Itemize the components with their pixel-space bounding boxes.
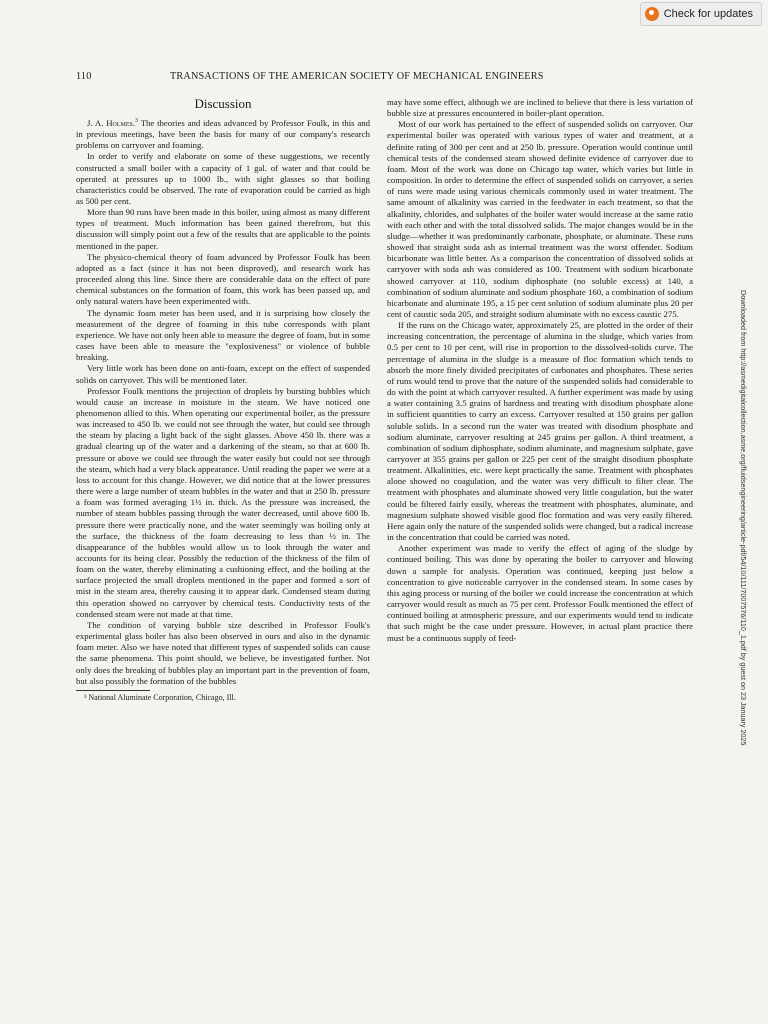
update-icon	[645, 7, 659, 21]
paragraph: If the runs on the Chicago water, approximately 25, are plotted in the order of their increasing concentration, the percentage of alumina in the sludge, which varies from 0.5 per cent to 10 per cent, will rise in proportion to the dissolved-solids curve. The percentage of alumina in the sludge is a measure of floc formation which tends to absorb the more finely divided precipitates of carbonates and phosphates. These series of runs would tend to prove that the nature of the suspended solids had considerable to do with the point at which carryover resulted. A further experiment was made by using a water containing 3.5 grains of hardness and treating with disodium phosphate alone in sufficient quantities to carry an excess. Carryover resulted at 150 grains per gallon soluble solids. In a second run the water was treated with disodium phosphate and sodium aluminate, carryover resulting at 245 grains per gallon. A third treatment, a combination of sodium diphosphate, sodium aluminate, and magnesium sulphate, gave carryover at 355 grains per gallon or 225 per cent of the straight disodium phosphate treatment. Alkalinities, etc. were kept practically the same. Treatment with phosphates alone showed no coagulation, and the water was very difficult to filter clear. The treatment with phosphates and aluminate showed very little coagulation, but the water could be filtered fairly easily, whereas the treatment with phosphates, aluminate, and magnesium sulphate showed visible good floc formation and was very easily filtered. Here again only the nature of the suspended solids were changed, but a radical increase in the concentration that could be carried was noted.	[387, 320, 693, 543]
paragraph: Professor Foulk mentions the projection of droplets by bursting bubbles which would cause an increase in moisture in the steam. We have noticed one phenomenon allied to this. When operating our experimental boiler, as the pressure was increased to 450 lb. we could not see through the water, but could see through the steam by placing a light back of the sight glasses. Above 450 lb. there was a gradual clearing up of the water and a darkening of the steam, so that at 600 lb. pressure or above we could see through the water easily but could not see through the steam, which had a very black appearance. Until reading the paper we were at a loss to account for this change. However, we did notice that at the lower pressures there were a large number of steam bubbles in the water and that at 250 lb. pressure a foam was formed averaging 1½ in. thick. As the pressure was increased, the number of steam bubbles passing through the water decreased, until above 600 lb. pressure there were practically none, and the water seemingly was boiling only at the surface, the thickness of the foam decreasing to less than ½ in. The disappearance of the bubbles would allow us to look through the water and accounts for its being clear. Possibly the reduction of the thickness of the film of foam on the water, thereby eliminating a cushioning effect, and the boiling at the surface projected the small droplets mentioned in the paper and formed a sort of mist in the steam area, thereby causing it to appear dark. Condensed steam during this operation showed no carryover by chemical tests. Conductivity tests of the condensed steam were not made at that time.	[76, 385, 370, 619]
section-title: Discussion	[194, 96, 252, 111]
check-for-updates-label: Check for updates	[663, 8, 753, 20]
paragraph: Another experiment was made to verify the effect of aging of the sludge by continued boiling. This was done by operating the boiler to carryover and blowing down a sample for analysis. Operation was continued, keeping just below a concentration to give noticeable carryover in the condensed steam. In some cases by this aging process or nursing of the boiler we could increase the concentration at which carryover would result as much as 75 per cent. Professor Foulk mentioned the effect of continued boiling at atmospheric pressure, and our experiments would tend to indicate that such might be the case under pressure. However, in actual plant practice there must be a continuous supply of feed-	[387, 543, 693, 643]
paragraph: The dynamic foam meter has been used, and it is surprising how closely the measurement of the degree of foaming in this tube corresponds with plant experience. We have not only been able to measure the degree of foam, but in some cases have been able to measure the "explosiveness" or violence of bubble breaking.	[76, 307, 370, 363]
right-column	[387, 97, 693, 644]
paragraph-text: The theories and ideas advanced by Professor Foulk, in this and in previous meetings, have been the basis for many of our company's research problems on carryover and foaming.	[76, 117, 371, 151]
page-number: 110	[76, 71, 92, 82]
paragraph: may have some effect, although we are inclined to believe that there is less variation of bubble size at pressures encountered in boiler-plant operation.	[387, 97, 693, 119]
download-watermark	[738, 290, 750, 760]
page-header	[76, 71, 686, 85]
author-name: J. A. Holmes.	[87, 117, 136, 128]
check-for-updates-badge[interactable]	[640, 2, 762, 26]
paragraph: The physico-chemical theory of foam advanced by Professor Foulk has been adopted as a fact (since it has not been disproved), and research work has proceeded along this line. Since there are considerable data on the effect of pure chemical substances on the formation of foam, this work has been passed up, and only natural waters have been experimented with.	[76, 251, 370, 307]
left-column	[76, 96, 370, 703]
paragraph: Very little work has been done on anti-foam, except on the effect of suspended solids on carryover. This will be mentioned later.	[76, 363, 370, 385]
paragraph: The condition of varying bubble size described in Professor Foulk's experimental glass boiler has also been observed in ours and also in the dynamic foam meter. Also we have noted that different types of suspended solids can cause the same phenomena. This point should, we believe, be investigated further. Not only does the breaking of bubbles play an important part in the prevention of foam, but also possibly the formation of the bubbles	[76, 619, 370, 686]
paragraph: Most of our work has pertained to the effect of suspended solids on carryover. Our experimental boiler was operated with various types of water and treatment, at a definite rating of 300 per cent and at 250 lb. pressure. Operation would continue until chemical tests of the condensed steam showed definite evidence of carryover due to foam. Most of the work was done on Chicago tap water, which varies but little in composition. In order to determine the effect of suspended solids on carryover, a series of runs were made using various chemicals commonly used in water treatment. The same amount of alkalinity was carried in the feedwater in each treatment, so that the alkalinity, chlorides, and sulphates of the boiler water would increase at the same ratio with each other and with the total dissolved solids. The major changes would be in the sludge—whether it was predominantly carbonate, phosphate, or aluminate. These runs showed that straight soda ash as internal treatment was the worst offender. Sodium bicarbonate was little better. As a comparison the concentration of dissolved solids at carryover with soda ash was considered as 100. Treatment with sodium bicarbonate showed carryover at 110, sodium diphosphate (no soluble excess) at 140, a combination of sodium aluminate and sodium phosphate 160, a combination of sodium bicarbonate and aluminate 195, a 15 per cent solution of sodium aluminate plus 20 per cent of caustic soda 205, and straight sodium aluminate with no excess caustic 275.	[387, 119, 693, 319]
paragraph: In order to verify and elaborate on some of these suggestions, we recently constructed a small boiler with a capacity of 1 gal. of water and that could be operated at pressures up to 1000 lb., with sight glasses so that boiling characteristics could be observed. The rate of evaporation could be carried as high as 500 per cent.	[76, 151, 370, 206]
paragraph	[76, 116, 370, 151]
running-title: TRANSACTIONS OF THE AMERICAN SOCIETY OF MECHANICAL ENGINEERS	[170, 71, 544, 82]
footnote-mark: 3	[135, 118, 139, 124]
footnote: ³ National Aluminate Corporation, Chicago, Ill.	[84, 692, 236, 702]
footnote-rule	[76, 690, 150, 691]
download-watermark-text: Downloaded from http://asmedigitalcollection.asme.org/fluidsengineering/article-pdf/54/10/111/7007576/110_1.pdf by guest on 23 January 2025	[739, 290, 748, 746]
paragraph: More than 90 runs have been made in this boiler, using almost as many different types of treatment. Much information has been gained therefrom, but this discussion will simply point out a few of the results that are applicable to the points mentioned in the paper.	[76, 207, 370, 251]
